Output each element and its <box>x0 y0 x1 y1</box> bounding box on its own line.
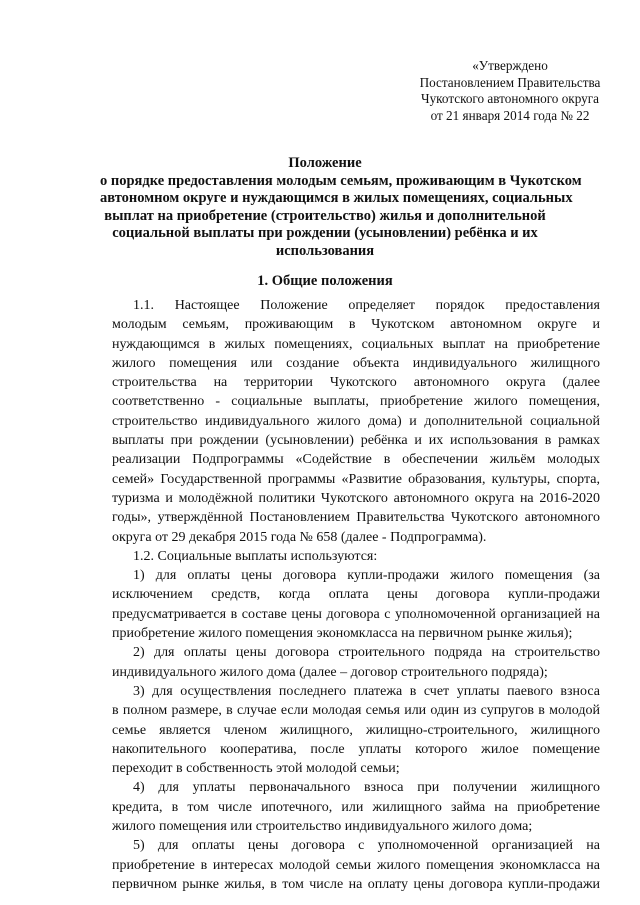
body-line: строительство индивидуального жилого дома) и дополнительной социальной <box>112 413 600 429</box>
body-line: реализации Подпрограммы «Содействие в обеспечении жильём молодых <box>112 452 600 468</box>
body-line: приобретение в интересах молодой семьи жилого помещения экономкласса на <box>112 857 600 873</box>
body-line: строительства на территории Чукотского автономного округа (далее <box>112 375 600 391</box>
approval-line: Чукотского автономного округа <box>421 91 599 106</box>
body-line: молодым семьям, проживающим в Чукотском автономном округе и <box>112 317 600 333</box>
body-line: жилого помещения или создание объекта индивидуального жилищного <box>112 355 600 371</box>
body-line: семей» Государственной программы «Развитие образования, культуры, спорта, <box>112 471 600 487</box>
approval-line: «Утверждено <box>472 58 548 73</box>
body-line: 4) для уплаты первоначального взноса при получении жилищного <box>133 780 600 796</box>
body-line: семье является членом жилищного, жилищно-строительного, жилищного <box>112 722 600 738</box>
title-line: автономном округе и нуждающимся в жилых помещениях, социальных <box>100 190 573 206</box>
body-line: кредита, в том числе ипотечного, или жилищного займа на приобретение <box>112 799 600 815</box>
body-line: переходит в собственность этой молодой семьи; <box>112 761 400 777</box>
body-line: годы», утверждённой Постановлением Правительства Чукотского автономного <box>112 510 600 526</box>
document-title <box>100 155 582 260</box>
body-line: 5) для оплаты цены договора с уполномоченной организацией на <box>133 838 600 854</box>
body-line: первичном рынке жилья, в том числе на оплату цены договора купли-продажи <box>112 876 600 892</box>
body-line: 3) для осуществления последнего платежа в счет уплаты паевого взноса <box>133 683 600 699</box>
body-line: в полном размере, в случае если молодая семья или один из супругов в молодой <box>112 703 600 719</box>
section-heading: 1. Общие положения <box>257 273 393 289</box>
body-line: соответственно - социальные выплаты, приобретение жилого помещения, <box>112 394 600 410</box>
title-line: выплат на приобретение (строительство) жилья и дополнительной <box>104 207 546 224</box>
body-line: 1.2. Социальные выплаты используются: <box>133 548 378 564</box>
approval-line: от 21 января 2014 года № 22 <box>430 107 590 123</box>
body-line: 2) для оплаты цены договора строительного подряда на строительство <box>133 645 600 661</box>
body-line: 1.1. Настоящее Положение определяет порядок предоставления <box>133 298 600 313</box>
title-line: о порядке предоставления молодым семьям, проживающим в Чукотском <box>100 172 582 189</box>
title-line: Положение <box>288 155 362 171</box>
title-line: использования <box>275 242 375 259</box>
body-line: туризма и молодёжной политики Чукотского автономного округа на 2016-2020 <box>112 490 600 506</box>
body-line: индивидуального жилого дома (далее – договор строительного подряда); <box>112 664 548 680</box>
body-line: выплаты при рождении (усыновлении) ребёнка и их использования в рамках <box>112 433 600 449</box>
body-line: приобретение жилого помещения экономкласса на первичном рынке жилья); <box>112 626 573 642</box>
document-body <box>112 296 600 894</box>
body-line: жилого помещения или строительство индивидуального жилого дома; <box>112 819 533 835</box>
approval-line: Постановлением Правительства <box>419 74 601 90</box>
title-line: социальной выплаты при рождении (усыновлении) ребёнка и их <box>112 225 538 241</box>
body-line: округа от 29 декабря 2015 года № 658 (далее - Подпрограмма). <box>112 529 487 545</box>
body-line: 1) для оплаты цены договора купли-продажи жилого помещения (за <box>133 568 600 584</box>
body-line: предусматривается в составе цены договора с уполномоченной организацией на <box>112 606 600 622</box>
body-line: накопительного кооператива, после уплаты которого жилое помещение <box>112 741 600 757</box>
body-line: исключением средств, когда оплата цены договора купли-продажи <box>112 587 600 603</box>
body-line: нуждающимся в жилых помещениях, социальных выплат на приобретение <box>112 336 600 352</box>
approval-stamp <box>405 58 615 124</box>
